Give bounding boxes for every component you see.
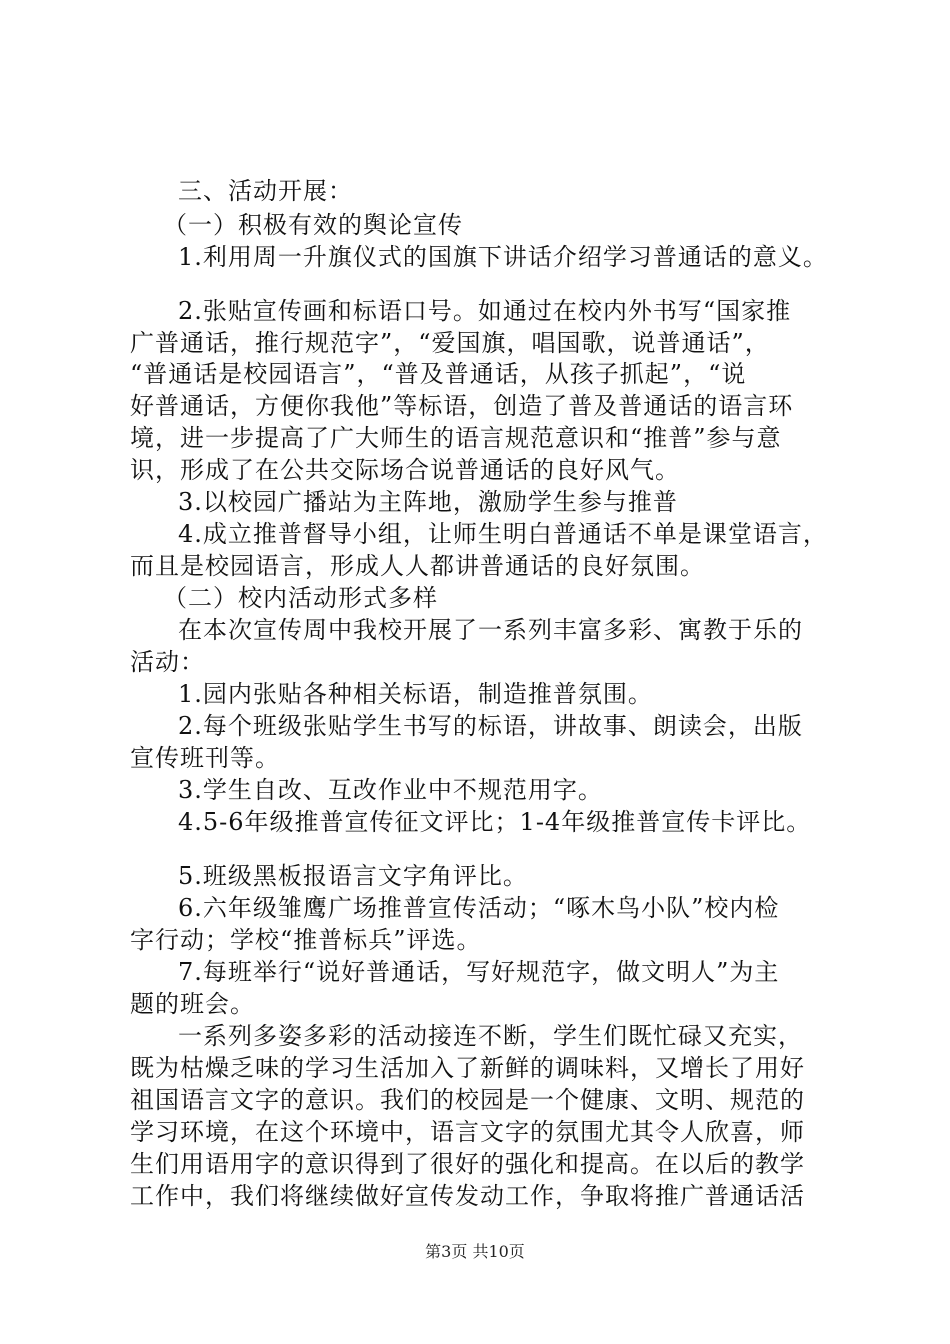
paragraph-line: 3.以校园广播站为主阵地，激励学生参与推普 bbox=[178, 488, 678, 516]
paragraph-line: 既为枯燥乏味的学习生活加入了新鲜的调味料，又增长了用好 bbox=[130, 1054, 805, 1082]
section-heading: 三、活动开展： bbox=[178, 177, 353, 205]
paragraph-line: 4.5-6年级推普宣传征文评比；1-4年级推普宣传卡评比。 bbox=[178, 808, 812, 836]
paragraph-line: 宣传班刊等。 bbox=[130, 744, 280, 772]
paragraph-line: 祖国语言文字的意识。我们的校园是一个健康、文明、规范的 bbox=[130, 1086, 805, 1114]
page-number-footer: 第3页 共10页 bbox=[425, 1242, 525, 1261]
paragraph-line: 而且是校园语言，形成人人都讲普通话的良好氛围。 bbox=[130, 552, 705, 580]
paragraph-line: 一系列多姿多彩的活动接连不断，学生们既忙碌又充实， bbox=[178, 1022, 803, 1050]
paragraph-line: 3.学生自改、互改作业中不规范用字。 bbox=[178, 776, 603, 804]
paragraph-line: 学习环境，在这个环境中，语言文字的氛围尤其令人欣喜，师 bbox=[130, 1118, 805, 1146]
paragraph-line: 活动： bbox=[130, 648, 205, 676]
paragraph-line: 题的班会。 bbox=[130, 990, 255, 1018]
paragraph-line: 1.园内张贴各种相关标语，制造推普氛围。 bbox=[178, 680, 653, 708]
paragraph-line: 2.张贴宣传画和标语口号。如通过在校内外书写“国家推 bbox=[178, 297, 792, 325]
paragraph-line: 在本次宣传周中我校开展了一系列丰富多彩、寓教于乐的 bbox=[178, 616, 803, 644]
paragraph-line: 2.每个班级张贴学生书写的标语，讲故事、朗读会，出版 bbox=[178, 712, 803, 740]
paragraph-line: “普通话是校园语言”，“普及普通话，从孩子抓起”，“说 bbox=[130, 360, 747, 388]
paragraph-line: 境，进一步提高了广大师生的语言规范意识和“推普”参与意 bbox=[130, 424, 782, 452]
paragraph-line: 5.班级黑板报语言文字角评比。 bbox=[178, 862, 528, 890]
subsection-heading: （二）校内活动形式多样 bbox=[163, 584, 438, 612]
paragraph-line: 7.每班举行“说好普通话，写好规范字，做文明人”为主 bbox=[178, 958, 780, 986]
paragraph-line: 4.成立推普督导小组，让师生明白普通话不单是课堂语言， bbox=[178, 520, 828, 548]
paragraph-line: 6.六年级雏鹰广场推普宣传活动；“啄木鸟小队”校内检 bbox=[178, 894, 780, 922]
paragraph-line: 工作中，我们将继续做好宣传发动工作，争取将推广普通话活 bbox=[130, 1182, 805, 1210]
paragraph-line: 生们用语用字的意识得到了很好的强化和提高。在以后的教学 bbox=[130, 1150, 805, 1178]
paragraph-line: 1.利用周一升旗仪式的国旗下讲话介绍学习普通话的意义。 bbox=[178, 243, 828, 271]
paragraph-line: 好普通话，方便你我他”等标语，创造了普及普通话的语言环 bbox=[130, 392, 794, 420]
paragraph-line: 识，形成了在公共交际场合说普通话的良好风气。 bbox=[130, 456, 680, 484]
subsection-heading: （一）积极有效的舆论宣传 bbox=[163, 211, 463, 239]
paragraph-line: 广普通话，推行规范字”，“爱国旗，唱国歌，说普通话”， bbox=[130, 329, 770, 357]
paragraph-line: 字行动；学校“推普标兵”评选。 bbox=[130, 926, 482, 954]
